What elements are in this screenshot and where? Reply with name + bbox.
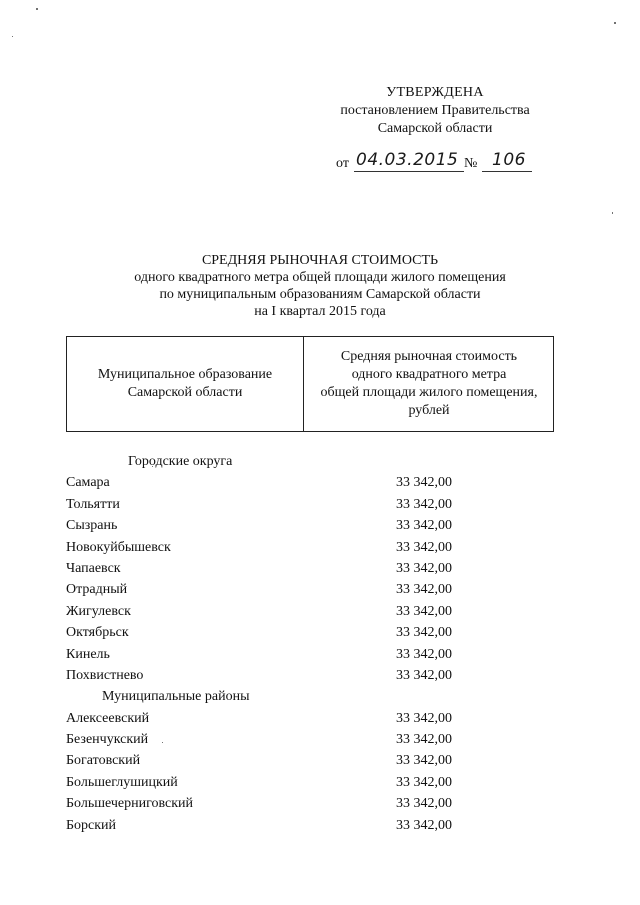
table-row <box>66 515 546 536</box>
scan-speck <box>614 22 616 24</box>
approval-block <box>330 84 540 138</box>
header-municipality <box>67 337 303 431</box>
header-text: одного квадратного метра <box>351 367 507 382</box>
scan-speck <box>36 8 38 10</box>
table-row <box>66 644 546 665</box>
header-text: Средняя рыночная стоимость <box>340 349 518 364</box>
header-text: Самарской области <box>127 385 243 400</box>
date-underline <box>354 171 464 172</box>
municipality-name: Богатовский <box>66 753 141 769</box>
price-value: 33 342,00 <box>396 646 452 662</box>
decree-line <box>336 152 536 174</box>
table-row <box>66 793 546 814</box>
price-value: 33 342,00 <box>396 753 452 769</box>
municipality-name: Сызрань <box>66 518 118 534</box>
approval-line: постановлением Правительства <box>340 103 530 118</box>
price-value: 33 342,00 <box>396 475 452 491</box>
municipality-name: Борский <box>66 817 117 833</box>
municipality-name: Чапаевск <box>66 560 121 576</box>
title-line: по муниципальным образованиям Самарской области <box>159 287 481 302</box>
municipality-name: Октябрьск <box>66 625 129 641</box>
price-value: 33 342,00 <box>396 582 452 598</box>
price-value: 33 342,00 <box>396 732 452 748</box>
price-value: 33 342,00 <box>396 539 452 555</box>
table-row <box>66 558 546 579</box>
municipality-name: Большеглушицкий <box>66 774 178 790</box>
price-value: 33 342,00 <box>396 496 452 512</box>
price-value: 33 342,00 <box>396 710 452 726</box>
section-heading <box>66 686 546 707</box>
price-value: 33 342,00 <box>396 603 452 619</box>
title-line: СРЕДНЯЯ РЫНОЧНАЯ СТОИМОСТЬ <box>201 253 439 268</box>
table-row <box>66 537 546 558</box>
decree-number-label: № <box>464 156 478 171</box>
municipality-name: Безенчукский <box>66 732 149 748</box>
document-title <box>100 252 540 320</box>
section-heading <box>66 451 546 472</box>
decree-number: 106 <box>492 150 526 170</box>
table-row <box>66 772 546 793</box>
price-value: 33 342,00 <box>396 560 452 576</box>
municipality-name: Большечерниговский <box>66 796 194 812</box>
section-title: Городские округа <box>128 454 233 469</box>
table-header <box>66 336 554 432</box>
header-text: рублей <box>408 403 450 418</box>
table-row <box>66 708 546 729</box>
header-text: Муниципальное образование <box>97 367 273 382</box>
price-value: 33 342,00 <box>396 796 452 812</box>
municipality-name: Жигулевск <box>66 603 131 619</box>
municipality-name: Новокуйбышевск <box>66 539 171 555</box>
table-row <box>66 665 546 686</box>
municipality-name: Похвистнево <box>66 667 144 683</box>
scan-speck <box>12 36 13 37</box>
municipality-name: Тольятти <box>66 496 120 512</box>
title-line: на I квартал 2015 года <box>254 304 386 319</box>
scan-speck <box>612 212 613 214</box>
table-row <box>66 729 546 750</box>
header-price <box>303 337 554 431</box>
table-row <box>66 815 546 836</box>
title-line: одного квадратного метра общей площади жилого помещения <box>134 270 506 285</box>
price-value: 33 342,00 <box>396 625 452 641</box>
price-value: 33 342,00 <box>396 518 452 534</box>
table-row <box>66 579 546 600</box>
municipality-name: Самара <box>66 475 110 491</box>
municipality-name: Алексеевский <box>66 710 150 726</box>
approval-title: УТВЕРЖДЕНА <box>386 85 484 100</box>
decree-from-label: от <box>336 156 349 171</box>
section-title: Муниципальные районы <box>102 689 250 705</box>
municipality-name: Кинель <box>66 646 110 662</box>
price-value: 33 342,00 <box>396 774 452 790</box>
price-list <box>66 451 546 836</box>
price-value: 33 342,00 <box>396 667 452 683</box>
table-row <box>66 622 546 643</box>
price-value: 33 342,00 <box>396 817 452 833</box>
approval-line: Самарской области <box>377 121 493 136</box>
table-row <box>66 601 546 622</box>
decree-date: 04.03.2015 <box>356 150 459 170</box>
number-underline <box>482 171 532 172</box>
header-text: общей площади жилого помещения, <box>320 385 538 400</box>
municipality-name: Отрадный <box>66 582 128 598</box>
table-row <box>66 750 546 771</box>
table-row <box>66 472 546 493</box>
table-row <box>66 494 546 515</box>
